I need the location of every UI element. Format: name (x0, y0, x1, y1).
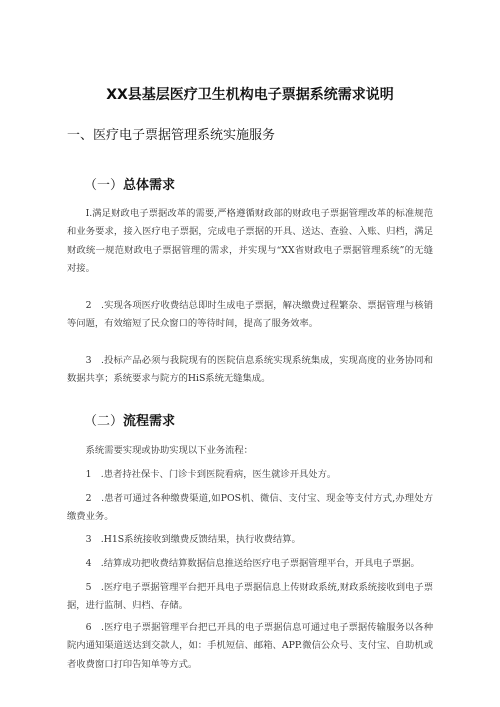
section-heading: 一、医疗电子票据管理系统实施服务 (67, 128, 276, 143)
subsection-heading-process (84, 410, 175, 429)
document-title: XX县基层医疗卫生机构电子票据系统需求说明 (106, 87, 394, 103)
subsection-number: （二） (84, 414, 124, 429)
paragraph: 4 .结算成功把收费结算数据信息推送给医疗电子票据管理平台，开具电子票据。 (85, 558, 420, 569)
paragraph: 2 .患者可通过各种缴费渠道,如POS机、微信、支付宝、现金等支付方式,办理处方缴费业务。 (67, 493, 433, 523)
paragraph: 3 .H1S系统接收到缴费反馈结果，执行收费结算。 (85, 534, 301, 545)
paragraph: 6 .医疗电子票据管理平台把已开具的电子票据信息可通过电子票据传输服务以各种院内通知渠道送达到交款人，如：手机短信、邮箱、APP.微信公众号、支付宝、自助机或者收费窗口打印告知单等方式。 (67, 622, 433, 670)
subsection-heading-overall (84, 174, 175, 193)
paragraph: 1 .患者持社保卡、门诊卡到医院看病，医生就诊开具处方。 (85, 469, 337, 480)
paragraph: 5 .医疗电子票据管理平台把开具电子票据信息上传财政系统,财政系统接收到电子票据，进行监制、归档、存储。 (67, 582, 433, 612)
paragraph: 系统需要实现或协助实现以下业务流程： (85, 445, 253, 456)
subsection-text: 流程需求 (123, 414, 176, 429)
paragraph: I.满足财政电子票据改革的需要,严格遵循财政部的财政电子票据管理改革的标准规范和业务要求，接入医疗电子票据，完成电子票据的开具、送达、查验、入账、归档，满足财政统一规范财政电子票据管理的需求，并实现与“XX省财政电子票据管理系统”的无缝对接。 (67, 208, 433, 275)
subsection-number: （一） (84, 178, 124, 193)
subsection-text: 总体需求 (123, 178, 176, 193)
paragraph: 3 .投标产品必须与我院现有的医院信息系统实现系统集成，实现高度的业务协同和数据共享；系统要求与院方的HiS系统无缝集成。 (67, 355, 433, 385)
paragraph: 2 .实现各项医疗收费结总即时生成电子票据，解决缴费过程繁杂、票据管理与核销等问题，有效缩短了民众窗口的等待时间，提高了服务效率。 (67, 300, 433, 330)
